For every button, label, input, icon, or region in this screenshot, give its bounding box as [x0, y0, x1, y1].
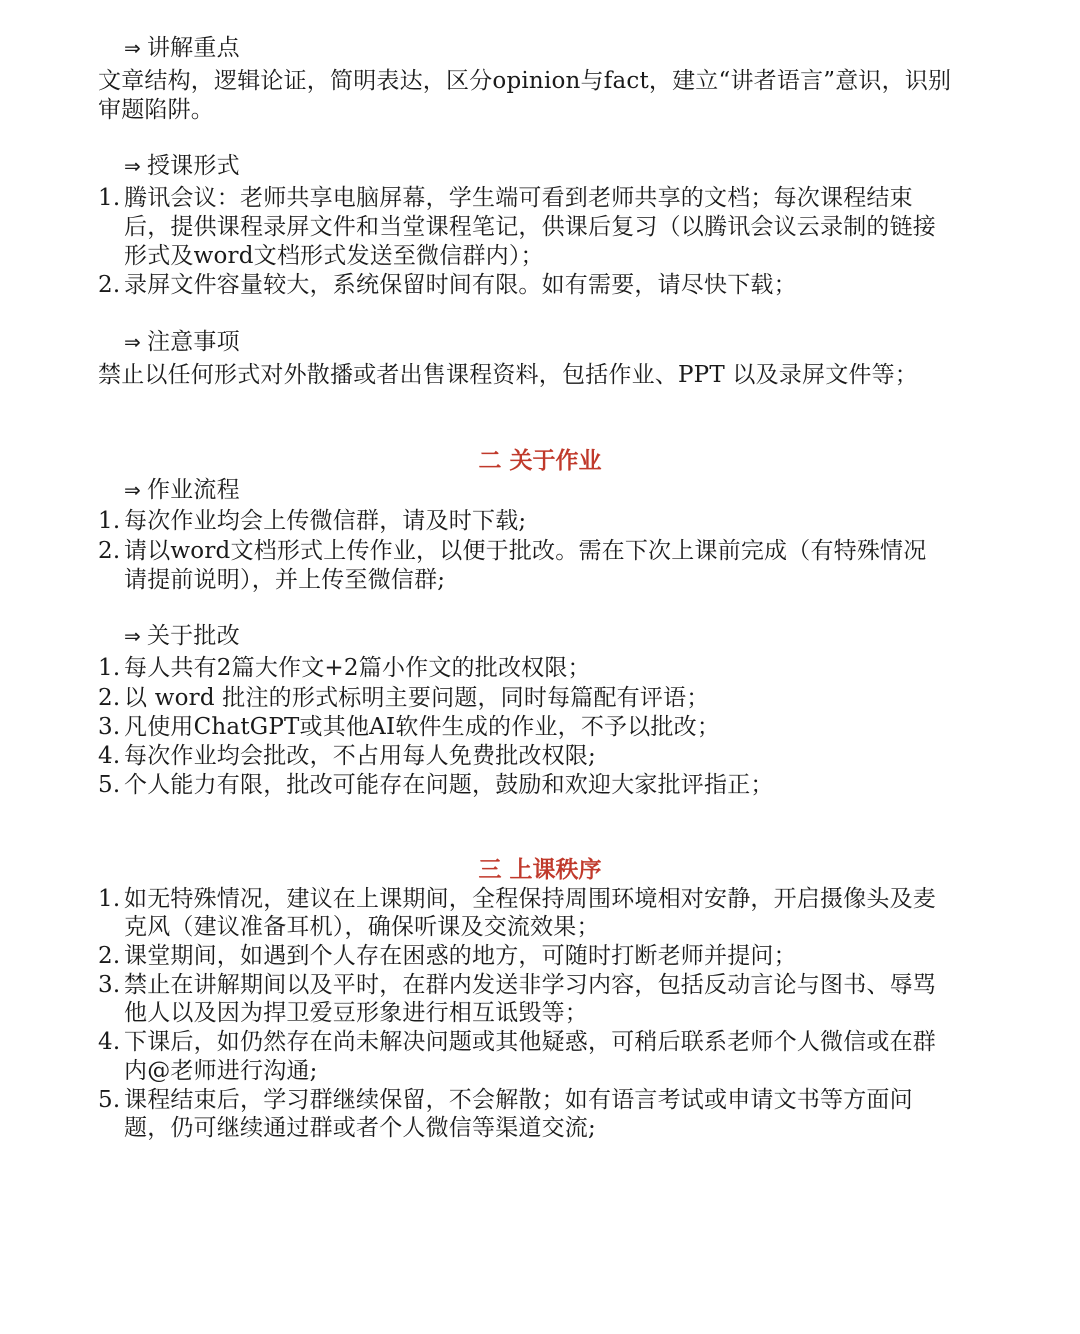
arrow-icon: ⇒ — [124, 36, 141, 60]
list-text: 录屏文件容量较大，系统保留时间有限。如有需要，请尽快下载； — [124, 272, 797, 298]
list-number: 4. — [98, 1029, 121, 1055]
list-text: 腾讯会议：老师共享电脑屏幕，学生端可看到老师共享的文档；每次课程结束 — [124, 185, 913, 211]
arrow-icon: ⇒ — [124, 624, 141, 648]
flow-item-1 — [98, 507, 998, 536]
list-number: 1. — [98, 886, 121, 912]
list-number: 1. — [98, 508, 121, 534]
arrow-icon: ⇒ — [124, 330, 141, 354]
notice-heading — [124, 328, 1024, 357]
order-item-3 — [98, 971, 998, 1000]
list-number: 5. — [98, 1087, 121, 1113]
list-number: 3. — [98, 972, 121, 998]
list-text: 课程结束后，学习群继续保留，不会解散；如有语言考试或申请文书等方面问 — [124, 1087, 913, 1113]
format-item-1-cont-1: 后，提供课程录屏文件和当堂课程笔记，供课后复习（以腾讯会议云录制的链接 — [124, 214, 936, 240]
section-title-homework: 二 关于作业 — [478, 448, 602, 474]
arrow-icon: ⇒ — [124, 478, 141, 502]
notice-line-1: 禁止以任何形式对外散播或者出售课程资料，包括作业、PPT 以及录屏文件等； — [98, 362, 919, 388]
flow-heading — [124, 476, 1024, 505]
grading-item — [98, 654, 998, 683]
list-text: 每次作业均会批改，不占用每人免费批改权限; — [124, 743, 596, 769]
grading-heading — [124, 622, 1024, 651]
flow-item-2-cont: 请提前说明），并上传至微信群; — [124, 567, 446, 593]
list-number: 2. — [98, 272, 121, 298]
section-title-class-order: 三 上课秩序 — [478, 857, 602, 883]
grading-item — [98, 771, 998, 800]
format-item-1 — [98, 184, 998, 213]
list-number: 3. — [98, 714, 121, 740]
grading-item — [98, 713, 998, 742]
list-number: 2. — [98, 685, 121, 711]
list-text: 个人能力有限，批改可能存在问题，鼓励和欢迎大家批评指正； — [124, 772, 774, 798]
explain-heading-text: 讲解重点 — [146, 35, 240, 61]
list-number: 5. — [98, 772, 121, 798]
flow-heading-text: 作业流程 — [146, 477, 240, 503]
notice-heading-text: 注意事项 — [146, 329, 240, 355]
list-text: 禁止在讲解期间以及平时，在群内发送非学习内容，包括反动言论与图书、辱骂 — [124, 972, 936, 998]
grading-heading-text: 关于批改 — [146, 623, 240, 649]
list-text: 每次作业均会上传微信群，请及时下载; — [124, 508, 527, 534]
explain-line-2: 审题陷阱。 — [98, 97, 214, 123]
grading-item — [98, 684, 998, 713]
format-heading — [124, 152, 1024, 181]
format-heading-text: 授课形式 — [146, 153, 240, 179]
list-text: 课堂期间，如遇到个人存在困惑的地方，可随时打断老师并提问； — [124, 943, 797, 969]
format-item-1-cont-2: 形式及word文档形式发送至微信群内）； — [124, 243, 544, 269]
list-number: 2. — [98, 538, 121, 564]
order-item-4 — [98, 1028, 998, 1057]
order-item-5-cont: 题，仍可继续通过群或者个人微信等渠道交流; — [124, 1115, 596, 1141]
list-text: 下课后，如仍然存在尚未解决问题或其他疑惑，可稍后联系老师个人微信或在群 — [124, 1029, 936, 1055]
explain-line-1: 文章结构，逻辑论证，简明表达，区分opinion与fact，建立“讲者语言”意识，识别 — [98, 68, 952, 94]
list-text: 凡使用ChatGPT或其他AI软件生成的作业，不予以批改； — [124, 714, 721, 740]
list-number: 1. — [98, 655, 121, 681]
order-item-3-cont: 他人以及因为捍卫爱豆形象进行相互诋毁等； — [124, 1000, 588, 1026]
grading-item — [98, 742, 998, 771]
order-item-2 — [98, 942, 998, 971]
list-number: 1. — [98, 185, 121, 211]
list-number: 4. — [98, 743, 121, 769]
order-item-4-cont: 内@老师进行沟通; — [124, 1058, 318, 1084]
order-item-1-cont: 克风（建议准备耳机），确保听课及交流效果； — [124, 914, 600, 940]
list-text: 每人共有2篇大作文+2篇小作文的批改权限； — [124, 655, 591, 681]
list-text: 以 word 批注的形式标明主要问题，同时每篇配有评语； — [124, 685, 710, 711]
explain-heading — [124, 34, 1024, 63]
order-item-5 — [98, 1086, 998, 1115]
arrow-icon: ⇒ — [124, 154, 141, 178]
list-text: 请以word文档形式上传作业，以便于批改。需在下次上课前完成（有特殊情况 — [124, 538, 927, 564]
flow-item-2 — [98, 537, 998, 566]
list-text: 如无特殊情况，建议在上课期间，全程保持周围环境相对安静，开启摄像头及麦 — [124, 886, 936, 912]
order-item-1 — [98, 885, 998, 914]
format-item-2 — [98, 271, 998, 300]
list-number: 2. — [98, 943, 121, 969]
